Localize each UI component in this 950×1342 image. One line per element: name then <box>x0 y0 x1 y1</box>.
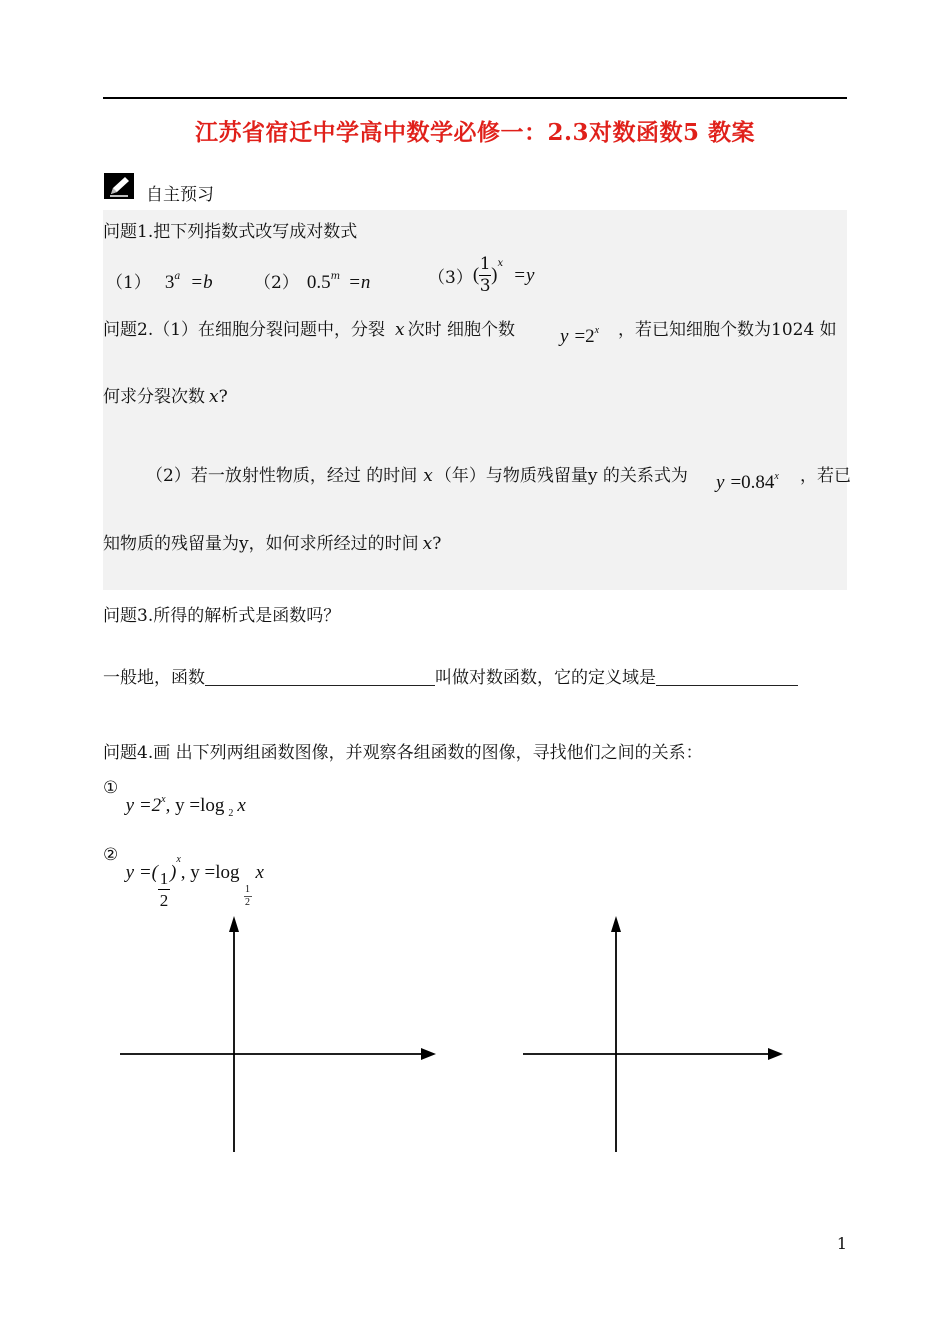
item-label: （3） <box>428 268 473 288</box>
item-rhs: =n <box>348 272 371 293</box>
item-base: 3 <box>164 272 175 293</box>
fraction-one-third: $\frac{1}{3}$ <box>479 254 491 296</box>
question-3-text: 问题3.所得的解析式是函数吗？ <box>103 606 341 626</box>
formula-decay: $y =0.84^x$ <box>716 471 779 493</box>
question-2-part-1-cont: ，若已知细胞个数为1024 如 <box>618 320 837 340</box>
section-label: 自主预习 <box>146 185 214 205</box>
question-2-part-1: 问题2.（1）在细胞分裂问题中，分裂 x 次时 细胞个数 <box>103 320 516 340</box>
formula-cell-division: $y =2^x$ <box>560 325 600 347</box>
item-label: （2） <box>254 273 299 293</box>
question-2-part-2-cont: ，若已 <box>800 466 851 486</box>
item-label: （1） <box>106 273 151 293</box>
question-4-text: 问题4.画 出下列两组函数图像，并观察各组函数的图像，寻找他们之间的关系： <box>103 743 703 763</box>
group-marker: ① <box>103 778 119 798</box>
function-group-2: ② y =( $\frac{1}{2}$ )$^x$, y =log $\frac{1}{2}$ x <box>103 845 264 910</box>
page-number: 1 <box>836 1234 847 1253</box>
group-marker: ② <box>103 845 119 865</box>
item-rhs: =b <box>190 272 213 293</box>
axes-graph-2 <box>523 916 783 1152</box>
item-base: 0.5 <box>306 272 331 293</box>
definition-line: 一般地，函数 叫做对数函数，它的定义域是 <box>103 663 798 688</box>
item-exponent: a <box>174 271 181 282</box>
question-1-item-3: （3）( $\frac{1}{3}$ )$^x$=y <box>428 254 535 296</box>
log-base-one-half: $\frac{1}{2}$ <box>245 884 251 908</box>
question-2-part-1-line-2: 何求分裂次数 x? <box>103 387 228 407</box>
item-exponent: m <box>330 271 341 282</box>
fraction-one-half: $\frac{1}{2}$ <box>159 869 169 910</box>
question-2-part-2-line-2: 知物质的残留量为y，如何求所经过的时间 x? <box>103 534 442 554</box>
axes-graph-1 <box>120 916 436 1152</box>
page-title: 江苏省宿迁中学高中数学必修一：2.3对数函数5 教案 <box>194 119 756 146</box>
function-group-1: ① $y =2^x$, y =log $_2$ x <box>103 778 246 819</box>
question-2-part-2: （2）若一放射性物质，经过 的时间 x （年）与物质残留量y 的关系式为 <box>146 466 688 486</box>
item-exponent: x <box>497 258 504 269</box>
item-rhs: =y <box>513 264 535 286</box>
question-1-text: 问题1.把下列指数式改写成对数式 <box>103 222 358 242</box>
